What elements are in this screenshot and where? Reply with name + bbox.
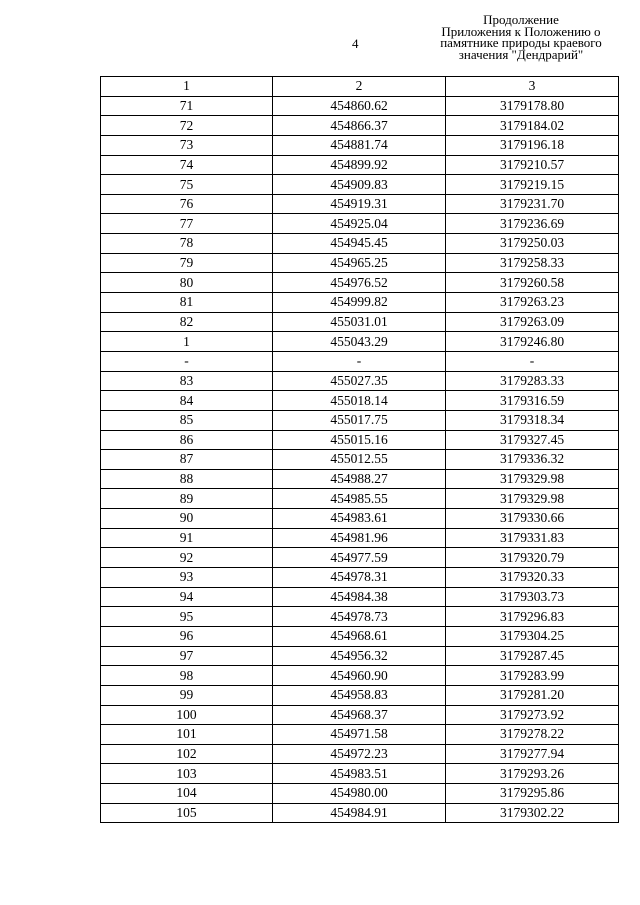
table-row [101, 273, 619, 293]
table-row [101, 312, 619, 332]
x-coordinate-cell: 454977.59 [273, 548, 446, 568]
y-coordinate-cell: 3179320.33 [446, 568, 619, 588]
point-number-cell: 78 [101, 234, 273, 254]
table-row [101, 253, 619, 273]
y-coordinate-cell: 3179331.83 [446, 528, 619, 548]
x-coordinate-cell: 454960.90 [273, 666, 446, 686]
y-coordinate-cell: 3179258.33 [446, 253, 619, 273]
x-coordinate-cell: 454981.96 [273, 528, 446, 548]
point-number-cell: 76 [101, 194, 273, 214]
point-number-cell: 1 [101, 332, 273, 352]
table-row [101, 489, 619, 509]
y-coordinate-cell: 3179210.57 [446, 155, 619, 175]
point-number-cell: 73 [101, 135, 273, 155]
y-coordinate-cell: 3179260.58 [446, 273, 619, 293]
table-row [101, 666, 619, 686]
column-header: 2 [273, 77, 446, 97]
x-coordinate-cell: 454919.31 [273, 194, 446, 214]
table-row [101, 96, 619, 116]
x-coordinate-cell: 454925.04 [273, 214, 446, 234]
point-number-cell: 72 [101, 116, 273, 136]
table-row [101, 194, 619, 214]
y-coordinate-cell: 3179196.18 [446, 135, 619, 155]
x-coordinate-cell: 454978.31 [273, 568, 446, 588]
point-number-cell: 85 [101, 410, 273, 430]
point-number-cell: 75 [101, 175, 273, 195]
y-coordinate-cell: 3179281.20 [446, 685, 619, 705]
point-number-cell: 93 [101, 568, 273, 588]
x-coordinate-cell: 454983.61 [273, 509, 446, 529]
x-coordinate-cell: 454866.37 [273, 116, 446, 136]
point-number-cell: 83 [101, 371, 273, 391]
x-coordinate-cell: 454958.83 [273, 685, 446, 705]
x-coordinate-cell: 454899.92 [273, 155, 446, 175]
point-number-cell: 74 [101, 155, 273, 175]
table-row [101, 607, 619, 627]
table-row [101, 646, 619, 666]
x-coordinate-cell: 454909.83 [273, 175, 446, 195]
y-coordinate-cell: 3179293.26 [446, 764, 619, 784]
table-row [101, 587, 619, 607]
point-number-cell: - [101, 351, 273, 371]
y-coordinate-cell: 3179283.33 [446, 371, 619, 391]
x-coordinate-cell: 454881.74 [273, 135, 446, 155]
table-row [101, 450, 619, 470]
y-coordinate-cell: 3179329.98 [446, 489, 619, 509]
table-row [101, 391, 619, 411]
y-coordinate-cell: 3179295.86 [446, 784, 619, 804]
table-header-row [101, 77, 619, 97]
y-coordinate-cell: 3179318.34 [446, 410, 619, 430]
point-number-cell: 101 [101, 725, 273, 745]
x-coordinate-cell: 455017.75 [273, 410, 446, 430]
x-coordinate-cell: 455012.55 [273, 450, 446, 470]
x-coordinate-cell: 454945.45 [273, 234, 446, 254]
appendix-header [432, 14, 610, 60]
x-coordinate-cell: 454988.27 [273, 469, 446, 489]
point-number-cell: 90 [101, 509, 273, 529]
y-coordinate-cell: 3179336.32 [446, 450, 619, 470]
table-row [101, 509, 619, 529]
table-row [101, 568, 619, 588]
y-coordinate-cell: 3179263.23 [446, 293, 619, 313]
header-line: значения "Дендрарий" [458, 46, 584, 62]
table-row [101, 155, 619, 175]
y-coordinate-cell: 3179316.59 [446, 391, 619, 411]
point-number-cell: 89 [101, 489, 273, 509]
point-number-cell: 86 [101, 430, 273, 450]
table-row [101, 371, 619, 391]
header-line: Продолжение [483, 12, 559, 27]
page-number: 4 [352, 36, 359, 51]
x-coordinate-cell: 455015.16 [273, 430, 446, 450]
point-number-cell: 102 [101, 744, 273, 764]
point-number-cell: 100 [101, 705, 273, 725]
y-coordinate-cell: 3179296.83 [446, 607, 619, 627]
x-coordinate-cell: 454965.25 [273, 253, 446, 273]
x-coordinate-cell: 454984.38 [273, 587, 446, 607]
point-number-cell: 95 [101, 607, 273, 627]
table-row [101, 469, 619, 489]
x-coordinate-cell: 454956.32 [273, 646, 446, 666]
y-coordinate-cell: 3179219.15 [446, 175, 619, 195]
x-coordinate-cell: 454968.61 [273, 626, 446, 646]
x-coordinate-cell: 454976.52 [273, 273, 446, 293]
y-coordinate-cell: 3179329.98 [446, 469, 619, 489]
y-coordinate-cell: 3179250.03 [446, 234, 619, 254]
point-number-cell: 98 [101, 666, 273, 686]
y-coordinate-cell: 3179330.66 [446, 509, 619, 529]
y-coordinate-cell: 3179283.99 [446, 666, 619, 686]
table-row [101, 764, 619, 784]
x-coordinate-cell: 454980.00 [273, 784, 446, 804]
table-row [101, 528, 619, 548]
point-number-cell: 88 [101, 469, 273, 489]
point-number-cell: 92 [101, 548, 273, 568]
table-row [101, 135, 619, 155]
y-coordinate-cell: 3179320.79 [446, 548, 619, 568]
table-row [101, 116, 619, 136]
x-coordinate-cell: 455043.29 [273, 332, 446, 352]
table-row [101, 214, 619, 234]
x-coordinate-cell: 454985.55 [273, 489, 446, 509]
point-number-cell: 87 [101, 450, 273, 470]
point-number-cell: 97 [101, 646, 273, 666]
x-coordinate-cell: 454860.62 [273, 96, 446, 116]
point-number-cell: 79 [101, 253, 273, 273]
y-coordinate-cell: 3179178.80 [446, 96, 619, 116]
y-coordinate-cell: 3179184.02 [446, 116, 619, 136]
x-coordinate-cell: 454972.23 [273, 744, 446, 764]
column-header: 3 [446, 77, 619, 97]
y-coordinate-cell: 3179273.92 [446, 705, 619, 725]
table-row [101, 548, 619, 568]
x-coordinate-cell: 454968.37 [273, 705, 446, 725]
table-row [101, 234, 619, 254]
coordinates-table [100, 76, 619, 823]
y-coordinate-cell: 3179263.09 [446, 312, 619, 332]
point-number-cell: 82 [101, 312, 273, 332]
table-row [101, 705, 619, 725]
x-coordinate-cell: 455018.14 [273, 391, 446, 411]
point-number-cell: 84 [101, 391, 273, 411]
point-number-cell: 71 [101, 96, 273, 116]
x-coordinate-cell: 454978.73 [273, 607, 446, 627]
y-coordinate-cell: - [446, 351, 619, 371]
point-number-cell: 81 [101, 293, 273, 313]
y-coordinate-cell: 3179277.94 [446, 744, 619, 764]
y-coordinate-cell: 3179278.22 [446, 725, 619, 745]
x-coordinate-cell: 454984.91 [273, 803, 446, 823]
x-coordinate-cell: 454983.51 [273, 764, 446, 784]
y-coordinate-cell: 3179304.25 [446, 626, 619, 646]
y-coordinate-cell: 3179231.70 [446, 194, 619, 214]
table-row [101, 725, 619, 745]
point-number-cell: 104 [101, 784, 273, 804]
table-row [101, 175, 619, 195]
y-coordinate-cell: 3179287.45 [446, 646, 619, 666]
y-coordinate-cell: 3179302.22 [446, 803, 619, 823]
point-number-cell: 91 [101, 528, 273, 548]
y-coordinate-cell: 3179327.45 [446, 430, 619, 450]
column-header: 1 [101, 77, 273, 97]
table-row [101, 685, 619, 705]
header-line: Приложения к Положению о [441, 23, 601, 39]
point-number-cell: 105 [101, 803, 273, 823]
table-row [101, 784, 619, 804]
table-row [101, 626, 619, 646]
header-line: памятнике природы краевого [440, 35, 602, 50]
table-row [101, 332, 619, 352]
point-number-cell: 99 [101, 685, 273, 705]
table-row [101, 744, 619, 764]
table-row [101, 351, 619, 371]
point-number-cell: 96 [101, 626, 273, 646]
y-coordinate-cell: 3179246.80 [446, 332, 619, 352]
y-coordinate-cell: 3179236.69 [446, 214, 619, 234]
x-coordinate-cell: 455027.35 [273, 371, 446, 391]
point-number-cell: 77 [101, 214, 273, 234]
table-row [101, 803, 619, 823]
x-coordinate-cell: - [273, 351, 446, 371]
point-number-cell: 80 [101, 273, 273, 293]
x-coordinate-cell: 455031.01 [273, 312, 446, 332]
table-row [101, 410, 619, 430]
table-row [101, 293, 619, 313]
x-coordinate-cell: 454999.82 [273, 293, 446, 313]
y-coordinate-cell: 3179303.73 [446, 587, 619, 607]
point-number-cell: 94 [101, 587, 273, 607]
point-number-cell: 103 [101, 764, 273, 784]
table-row [101, 430, 619, 450]
x-coordinate-cell: 454971.58 [273, 725, 446, 745]
